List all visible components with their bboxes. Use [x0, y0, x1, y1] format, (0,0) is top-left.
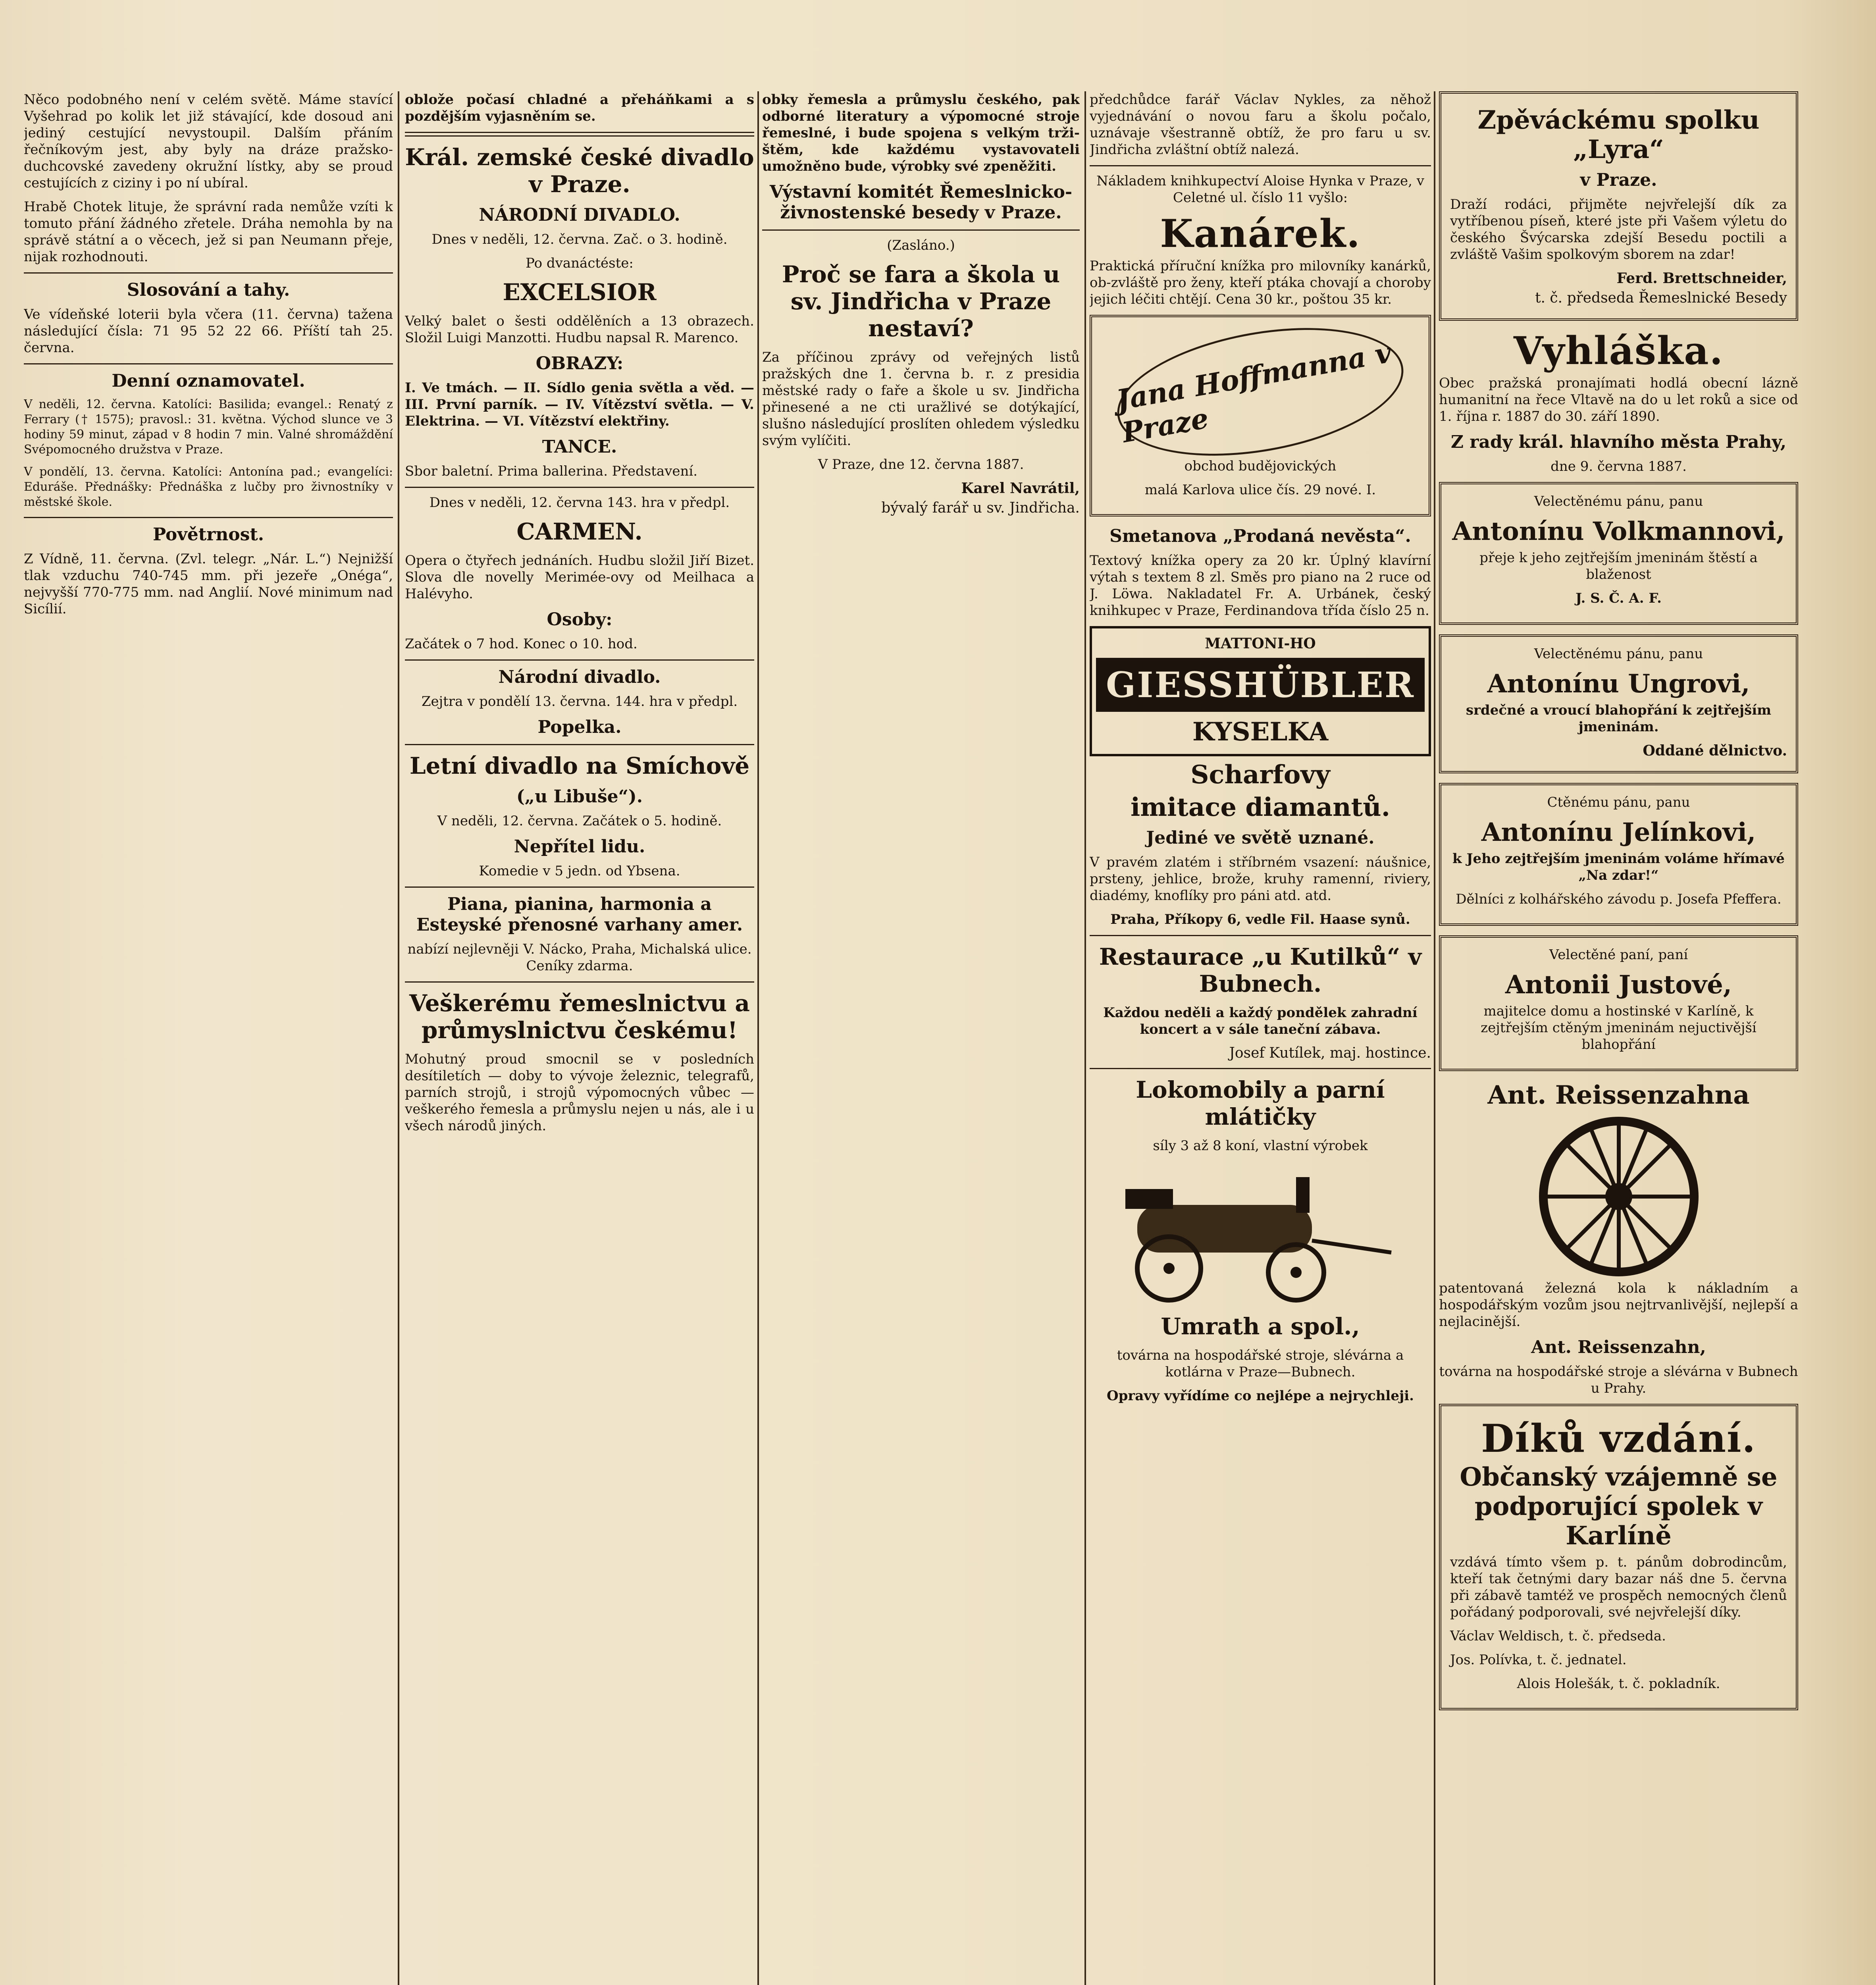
jelinek-text: k Jeho zejtřejším jmeninám voláme hřímavé „Na zdar!“ [1452, 851, 1785, 883]
monday-text: V pondělí, 13. června. Katolíci: Antonína pad.; evangelíci: Eduráše. Přednášky: Přednáška z lučby pro živnostníky v městské škole. [24, 465, 393, 509]
section-rule [405, 132, 754, 137]
weather-heading: Povětrnost. [152, 524, 264, 545]
national-theatre-text: Zejtra v pondělí 13. června. 144. hra v předpl. [421, 694, 738, 709]
lottery-text: Ve vídeňské loterii byla včera (11. června) tažena následující čísla: 71 95 52 22 66. Příští tah 25. června. [24, 306, 393, 356]
summer-theatre-note: Komedie v 5 jedn. od Ybsena. [479, 863, 680, 879]
umrath-title: Umrath a spol., [1161, 1313, 1360, 1340]
mattoni-ad [1090, 626, 1431, 756]
hoffmann-ad [1090, 315, 1431, 516]
hoffmann-oval-stamp [1107, 308, 1413, 476]
kutilek-signature: Josef Kutílek, maj. hostince. [1229, 1045, 1431, 1061]
smetana-text: Textový knížka opery za 20 kr. Úplný klavírní výtah s textem 8 zl. Směs pro piano na 2 ruce od J. Löwa. Nakladatel Fr. A. Urbánek, český knihkupec v Praze, Ferdinandova třída číslo 25 n. [1090, 553, 1431, 619]
kanarek-intro: Nákladem knihkupectví Aloise Hynka v Praze, v Celetné ul. číslo 11 vyšlo: [1096, 173, 1424, 206]
kanarek-text: Praktická příruční knížka pro milovníky kanárků, ob-zvláště pro ženy, kteří ptáka chovají a choroby jejich léčiti chtějí. Cena 30 kr., poštou 35 kr. [1090, 258, 1431, 307]
theatre-date: Dnes v neděli, 12. června. Zač. o 3. hodině. [431, 231, 728, 247]
announcement-footer: Z rady král. hlavního města Prahy, [1450, 432, 1787, 452]
column-divider [757, 91, 759, 1985]
jelinek-name: Antonínu Jelínkovi, [1481, 817, 1756, 847]
justova-ad [1439, 935, 1798, 1071]
kutilek-subtitle: Každou neděli a každý pondělek zahradní koncert a v sále taneční zábava. [1103, 1005, 1418, 1037]
piano-ad-title: Piana, pianina, harmonia a Esteyské přenosné varhany amer. [416, 894, 743, 935]
column-3 [762, 91, 1080, 1985]
section-rule [405, 487, 754, 488]
ungr-text: srdečné a vroucí blahopřání k zejtřejším jmeninám. [1466, 702, 1772, 735]
section-rule [405, 887, 754, 888]
section-rule [405, 981, 754, 983]
carmen-title: CARMEN. [516, 518, 643, 545]
hoffmann-name: Jana Hoffmanna v Praze [1114, 335, 1394, 449]
column-divider [398, 91, 399, 1985]
exhibition-committee: Výstavní komitét Řemeslnicko-živnostenské besedy v Praze. [769, 182, 1073, 223]
column-2 [405, 91, 754, 1985]
thanks-signature-1: Václav Weldisch, t. č. předseda. [1450, 1628, 1666, 1644]
lyra-title: Zpěváckému spolku „Lyra“ [1477, 105, 1760, 164]
parish-date: V Praze, dne 12. června 1887. [818, 457, 1024, 472]
volkmann-text: přeje k jeho zejtřejším jmeninám štěstí a blaženost [1479, 550, 1758, 582]
announcement-date: dne 9. června 1887. [1550, 459, 1687, 474]
article-intro: Něco podobného není v celém světě. Máme stavící Vyšehrad po kolik let již stávající, kde dosoud ani jediný cestující nevystoupil. Dalším přáním řečníkovým jest, aby byly na dráze pražsko-duchcovské zavedeny okružní lístky, aby se proud cestujících z ciziny i po ní ubíral. [24, 92, 393, 191]
ungr-name: Antonínu Ungrovi, [1487, 669, 1750, 699]
column-divider [1084, 91, 1086, 1985]
volkmann-top: Velectěnému pánu, panu [1534, 493, 1703, 509]
kutilek-title: Restaurace „u Kutilků“ v Bubnech. [1099, 943, 1422, 997]
column-5 [1439, 91, 1798, 1985]
dances-text: Sbor baletní. Prima ballerina. Představení. [405, 463, 698, 479]
section-rule [1090, 165, 1431, 166]
lyra-signature-role: t. č. předseda Řemeslnické Besedy [1535, 290, 1787, 306]
parish-signature-role: bývalý farář u sv. Jindřicha. [881, 500, 1080, 516]
column-4 [1090, 91, 1431, 1985]
section-rule [1090, 1068, 1431, 1069]
mattoni-banner: GIESSHÜBLER [1096, 658, 1425, 712]
lyra-text: Draží rodáci, přijměte nejvřelejší dík za vytříbenou píseň, které jste při Vašem výletu do českého Švýcarska zdejší Besedu poctili a zvláště Vašim spolkovým sborem na zdar! [1450, 197, 1787, 262]
umrath-subtitle: továrna na hospodářské stroje, slévárna a kotlárna v Praze—Bubnech. [1117, 1347, 1404, 1380]
ungr-ad [1439, 634, 1798, 773]
kanarek-title: Kanárek. [1160, 211, 1361, 256]
announcement-text: Obec pražská pronajímati hodlá obecní lázně humanitní na řece Vltavě na do u let roků a sice od 1. října r. 1887 do 30. září 1890. [1439, 375, 1798, 424]
scenes-heading: OBRAZY: [535, 353, 624, 374]
mattoni-top: MATTONI-HO [1205, 635, 1316, 652]
jelinek-ad [1439, 783, 1798, 926]
scenes-text: I. Ve tmách. — II. Sídlo genia světla a věd. — III. První parník. — IV. Vítězství světla. — V. Elektrina. — VI. Vítězství elektřiny. [405, 380, 754, 429]
weather-note: oblože počasí chladné a přeháňkami a s pozdějším vyjasněním se. [405, 92, 754, 124]
umrath-footer: Opravy vyřídíme co nejlépe a nejrychleji. [1106, 1388, 1414, 1404]
column-1 [24, 91, 393, 1985]
section-rule [24, 272, 393, 274]
lottery-heading: Slosování a tahy. [127, 280, 290, 300]
theatre-subtitle: NÁRODNÍ DIVADLO. [479, 205, 680, 225]
excelsior-text: Velký balet o šesti oddělěních a 13 obrazech. Složil Luigi Manzotti. Hudbu napsal R. Marenco. [405, 313, 754, 346]
thanks-title: Díků vzdání. [1481, 1416, 1756, 1461]
jelinek-top: Ctěnému pánu, panu [1547, 794, 1690, 810]
thanks-signature-3: Alois Holešák, t. č. pokladník. [1517, 1676, 1720, 1692]
justova-name: Antonii Justové, [1505, 970, 1732, 1000]
parish-text: Za příčinou zprávy od veřejných listů pražských dne 1. června b. r. z presidia městské rady o faře a škole u sv. Jindřicha přinesené a ne cti uražlivé se dotýkající, slušno následující proslíten ohledem výsledku svým vylíčiti. [762, 349, 1080, 449]
lyra-city: v Praze. [1580, 170, 1657, 190]
ungr-top: Velectěnému pánu, panu [1534, 646, 1703, 662]
scharf-slogan: Jediné ve světě uznané. [1146, 828, 1375, 848]
lokomobily-subtitle: síly 3 až 8 koní, vlastní výrobek [1153, 1138, 1368, 1154]
article-paragraph: Hrabě Chotek lituje, že správní rada nemůže vzíti k tomuto přání žádného zřetele. Dráha nemohla by na správě státní a o věcech, jež si pan Neumann přeje, nijak rozhodnouti. [24, 199, 393, 265]
carmen-date: Dnes v neděli, 12. června 143. hra v předpl. [429, 495, 730, 511]
appeal-title: Veškerému řemeslnictvu a průmyslnictvu českému! [409, 990, 750, 1044]
scharf-subtitle: imitace diamantů. [1131, 792, 1390, 822]
mattoni-bottom: KYSELKA [1192, 717, 1329, 747]
section-rule [24, 363, 393, 364]
thanks-subtitle: Občanský vzájemně se podporující spolek v Karlíně [1460, 1462, 1778, 1551]
theatre-title: Král. zemské české divadlo v Praze. [405, 144, 754, 198]
smetana-title: Smetanova „Prodaná nevěsta“. [1109, 526, 1411, 546]
scharf-text: V pravém zlatém i stříbrném vsazení: náušnice, prsteny, jehlice, brože, kruhy ramenní, riviery, diadémy, knoflíky pro páni atd. atd. [1090, 854, 1431, 904]
volkmann-name: Antonínu Volkmannovi, [1452, 516, 1785, 546]
start-end-times: Začátek o 7 hod. Konec o 10. hod. [405, 636, 638, 652]
piano-ad-text: nabízí nejlevněji V. Nácko, Praha, Michalská ulice. Ceníky zdarma. [407, 941, 752, 974]
zaslano-label: (Zasláno.) [887, 237, 955, 253]
summer-theatre-subtitle: („u Libuše“). [516, 786, 643, 807]
reissenzahn-address: továrna na hospodářské stroje a slévárna v Bubnech u Prahy. [1439, 1364, 1798, 1396]
volkmann-ad [1439, 482, 1798, 625]
scharf-title: Scharfovy [1190, 760, 1330, 790]
jelinek-signature: Dělníci z kolhářského závodu p. Josefa Pfeffera. [1456, 891, 1782, 907]
ungr-signature: Oddané dělnictvo. [1643, 742, 1787, 759]
popelka-title: Popelka. [537, 717, 622, 737]
daily-heading: Denní oznamovatel. [112, 371, 305, 391]
section-rule [405, 659, 754, 661]
justova-text: majitelce domu a hostinské v Karlíně, k zejtřejším ctěným jmeninám nejuctivější blahopřání [1481, 1003, 1757, 1052]
hoffmann-line1: obchod budějovických [1184, 458, 1337, 474]
hoffmann-line3: malá Karlova ulice čís. 29 nové. I. [1144, 482, 1376, 498]
summer-theatre-title: Letní divadlo na Smíchově [409, 752, 750, 779]
reissenzahn-text: patentovaná železná kola k nákladním a hospodářským vozům jsou nejtrvanlivější, nejlepší a nejlacinější. [1439, 1280, 1798, 1330]
daily-body [24, 397, 393, 510]
lyra-signature: Ferd. Brettschneider, [1616, 270, 1787, 287]
parish-title: Proč se fara a škola u sv. Jindřicha v Praze nestaví? [782, 261, 1060, 342]
lyra-ad [1439, 91, 1798, 321]
thanks-ad [1439, 1404, 1798, 1710]
cast-heading: Osoby: [547, 609, 612, 630]
exhibition-text: obky řemesla a průmyslu českého, pak odborné literatury a výpomocné stroje řemeslné, i bude spojena s velkým trži-štěm, kde každému vystavovateli umožněno bude, výrobky své zpeněžiti. [762, 92, 1080, 174]
section-rule [1090, 935, 1431, 936]
wheel-illustration [1535, 1113, 1702, 1280]
dances-heading: TANCE. [542, 437, 617, 457]
announcement-title: Vyhláška. [1513, 328, 1724, 373]
weather-text: Z Vídně, 11. června. (Zvl. telegr. „Nár. L.“) Nejnižší tlak vzduchu 740-745 mm. při jezeře „Onéga“, nejvyšší 770-775 mm. nad Anglií. Nové minimum nad Sicílií. [24, 551, 393, 617]
section-rule [24, 517, 393, 518]
scharf-address: Praha, Příkopy 6, vedle Fil. Haase synů. [1110, 912, 1410, 927]
thanks-signature-2: Jos. Polívka, t. č. jednatel. [1450, 1652, 1627, 1668]
reissenzahn-title: Ant. Reissenzahna [1487, 1080, 1750, 1110]
justova-top: Velectěné paní, paní [1549, 947, 1688, 963]
column-divider [1434, 91, 1435, 1985]
excelsior-label: Po dvanáctéste: [526, 255, 634, 271]
locomobile-illustration [1090, 1161, 1407, 1304]
summer-theatre-date: V neděli, 12. června. Začátek o 5. hodině. [437, 813, 722, 829]
parish-signature: Karel Navrátil, [961, 480, 1080, 497]
summer-theatre-play: Nepřítel lidu. [514, 836, 645, 857]
national-theatre-heading: Národní divadlo. [498, 667, 661, 687]
appeal-text: Mohutný proud smocnil se v posledních desítiletích — doby to vývoje železnic, telegrafů, parních strojů, i strojů výpomocných vůbec — veškerého řemesla a průmyslu nejen u nás, ale i u všech národů jiných. [405, 1051, 754, 1134]
excelsior-title: EXCELSIOR [503, 279, 657, 306]
daily-text: V neděli, 12. června. Katolíci: Basilida; evangel.: Renatý z Ferrary († 1575); pravosl.: 31. května. Východ slunce ve 3 hodiny 59 minut, západ v 8 hodin 7 min. Valné shromáždění Svépomocného družstva v Praze. [24, 397, 393, 457]
section-rule [762, 229, 1080, 231]
section-rule [405, 744, 754, 745]
lokomobily-title: Lokomobily a parní mlátičky [1136, 1076, 1385, 1130]
volkmann-signature: J. S. Č. A. F. [1576, 590, 1662, 606]
thanks-text: vzdává tímto všem p. t. pánům dobrodincům, kteří tak četnými dary bazar náš dne 5. června při zábavě tamtéž ve prospěch nemocných členů pořádaný podporovali, své nejvřelejší díky. [1450, 1554, 1787, 1620]
reissenzahn-name: Ant. Reissenzahn, [1531, 1337, 1706, 1357]
carmen-text: Opera o čtyřech jednáních. Hudbu složil Jiří Bizet. Slova dle novelly Merimée-ovy od Meilhaca a Halévyho. [405, 553, 754, 602]
parish-continued: předchůdce farář Václav Nykles, za něhož vyjednávání o novou faru a školu počalo, uznávaje všestranně obtíž, že pro faru u sv. Jindřicha zvláštní obtíž nalezá. [1090, 92, 1431, 158]
